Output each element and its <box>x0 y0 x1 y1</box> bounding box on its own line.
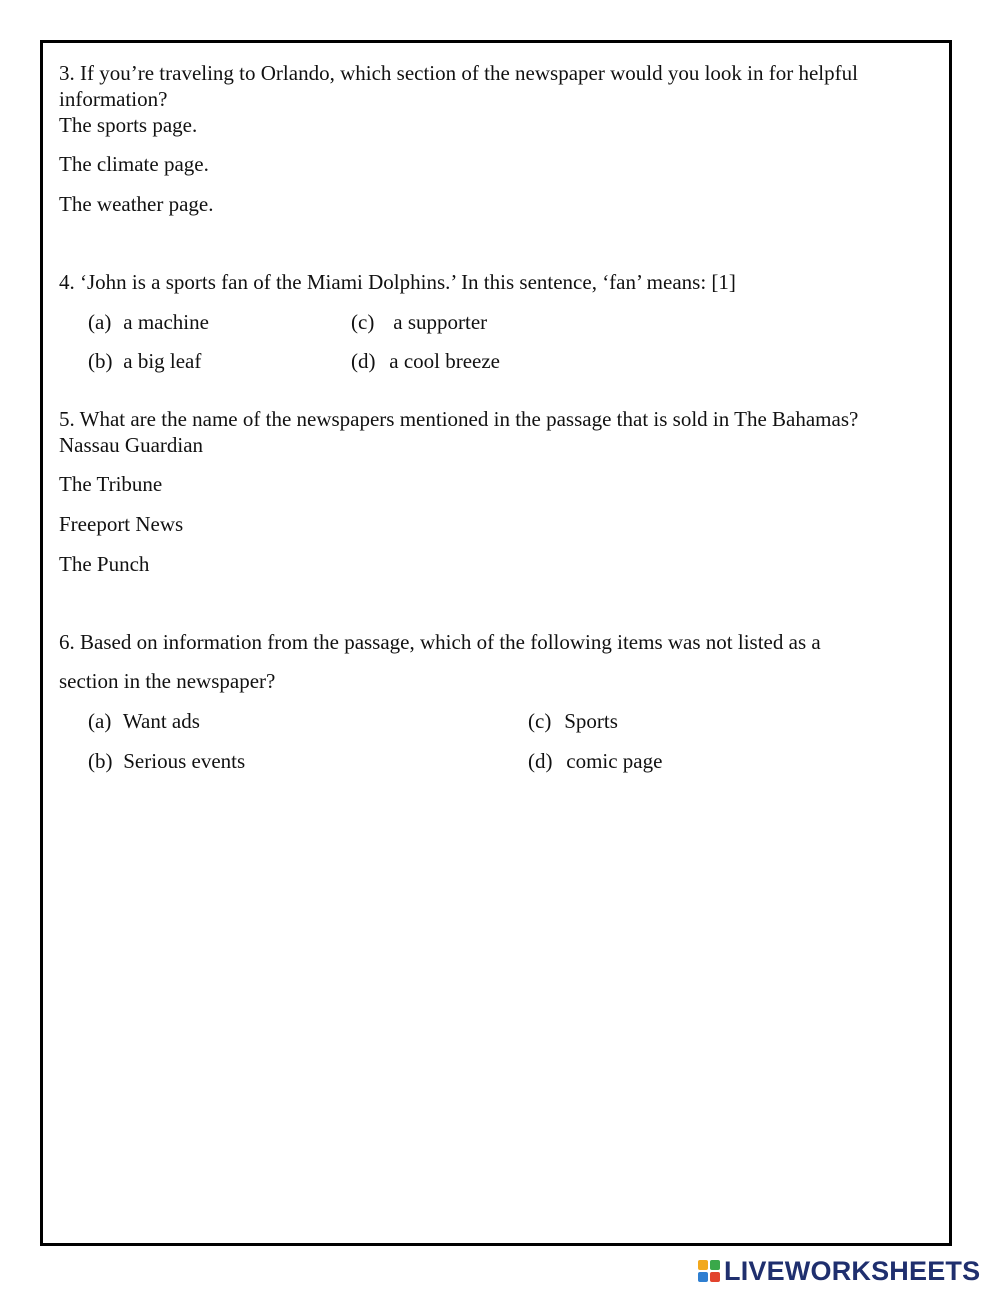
option-text: a supporter <box>393 310 488 334</box>
option-text: Want ads <box>122 709 200 733</box>
logo-square-1 <box>698 1260 708 1270</box>
logo-square-2 <box>710 1260 720 1270</box>
question-3-option-3: The weather page. <box>59 192 214 216</box>
question-4-option-d <box>351 348 500 374</box>
question-4-option-c <box>351 309 487 335</box>
question-4-option-b <box>88 348 201 374</box>
question-6-option-c <box>528 708 618 734</box>
option-text: Sports <box>564 709 618 733</box>
question-5-prompt: 5. What are the name of the newspapers mentioned in the passage that is sold in The Bahamas? <box>59 407 859 431</box>
question-3-option-1: The sports page. <box>59 113 198 137</box>
option-label: (c) <box>528 709 552 733</box>
question-6-option-b <box>88 748 245 774</box>
logo-grid-icon <box>698 1260 720 1282</box>
option-text: a machine <box>123 310 209 334</box>
question-3-option-2: The climate page. <box>59 152 209 176</box>
option-label: (c) <box>351 310 375 334</box>
option-text: a cool breeze <box>389 349 501 373</box>
option-label: (a) <box>88 310 112 334</box>
question-5-option-2: The Tribune <box>59 472 163 496</box>
question-5-option-1: Nassau Guardian <box>59 433 204 457</box>
logo-square-3 <box>698 1272 708 1282</box>
question-3-prompt: 3. If you’re traveling to Orlando, which section of the newspaper would you look in for helpful information? <box>59 61 858 111</box>
option-label: (b) <box>88 749 113 773</box>
option-label: (b) <box>88 349 113 373</box>
option-text: Serious events <box>123 749 246 773</box>
option-label: (a) <box>88 709 112 733</box>
question-5-option-3: Freeport News <box>59 512 184 536</box>
logo-text: LIVEWORKSHEETS <box>724 1255 981 1286</box>
question-4-prompt: 4. ‘John is a sports fan of the Miami Dolphins.’ In this sentence, ‘fan’ means: [1] <box>59 270 736 294</box>
option-text: comic page <box>566 749 663 773</box>
question-4-option-a <box>88 309 209 335</box>
question-6-prompt-line-1: 6. Based on information from the passage, which of the following items was not listed as a <box>59 630 821 654</box>
question-5-option-4: The Punch <box>59 552 150 576</box>
liveworksheets-logo <box>698 1255 981 1286</box>
question-6-prompt-line-2: section in the newspaper? <box>59 669 276 693</box>
question-6-option-d <box>528 748 662 774</box>
option-text: a big leaf <box>123 349 202 373</box>
option-label: (d) <box>528 749 553 773</box>
logo-square-4 <box>710 1272 720 1282</box>
question-6-option-a <box>88 708 200 734</box>
option-label: (d) <box>351 349 376 373</box>
